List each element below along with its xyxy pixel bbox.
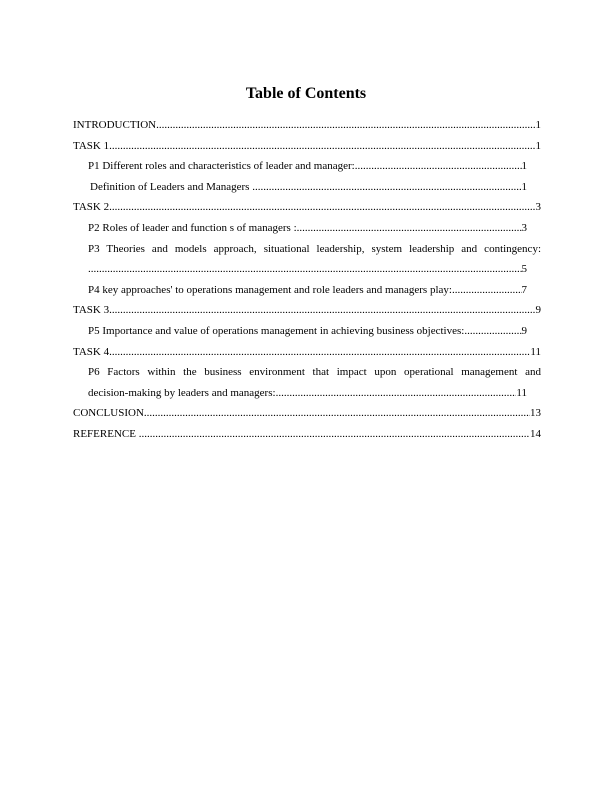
toc-dot-leader — [156, 115, 535, 136]
toc-entry-p3[interactable] — [73, 239, 541, 260]
toc-dot-leader — [297, 218, 522, 239]
toc-entry-p3-continuation[interactable] — [73, 259, 541, 280]
toc-page-number: 1 — [521, 180, 527, 193]
toc-entry-text: P3 Theories and models approach, situational leadership, system leadership and contingency: — [88, 242, 541, 255]
toc-entry-text: TASK 4 — [73, 345, 110, 358]
toc-entry-p2[interactable] — [73, 218, 541, 239]
toc-entry-text: TASK 2 — [73, 201, 110, 214]
toc-entry-reference[interactable] — [73, 424, 541, 445]
toc-entry-conclusion[interactable] — [73, 403, 541, 424]
toc-dot-leader — [139, 424, 530, 445]
toc-dot-leader — [464, 321, 521, 342]
toc-entry-task-4[interactable] — [73, 342, 541, 363]
toc-title: Table of Contents — [245, 85, 367, 102]
toc-page-number: 11 — [530, 345, 541, 358]
toc-entry-task-1[interactable] — [73, 136, 541, 157]
toc-entry-text: TASK 3 — [73, 304, 110, 317]
toc-entry-text: P1 Different roles and characteristics of leader and manager: — [88, 160, 355, 173]
toc-entry-p6-continuation[interactable] — [73, 383, 541, 404]
toc-entry-text: INTRODUCTION — [73, 119, 157, 131]
toc-entry-p5[interactable] — [73, 321, 541, 342]
toc-entry-task-3[interactable] — [73, 300, 541, 321]
toc-page-number: 5 — [521, 263, 527, 276]
toc-dot-leader — [109, 342, 530, 363]
toc-entry-definition[interactable] — [73, 177, 541, 198]
toc-page-number: 13 — [530, 407, 541, 420]
toc-entry-text: REFERENCE — [73, 427, 139, 440]
toc-entry-introduction[interactable] — [73, 115, 541, 136]
toc-entry-text: P2 Roles of leader and function s of managers : — [88, 221, 297, 234]
toc-dot-leader — [452, 280, 522, 301]
toc-page-number: 9 — [521, 324, 527, 337]
toc-entry-text: TASK 1 — [73, 139, 110, 152]
toc-page-number: 11 — [516, 386, 527, 399]
toc-entry-p4[interactable] — [73, 280, 541, 301]
toc-dot-leader — [109, 300, 535, 321]
toc-dot-leader — [276, 383, 517, 404]
toc-entry-text: P5 Importance and value of operations management in achieving business objectives: — [88, 324, 465, 337]
toc-entry-text: decision-making by leaders and managers: — [88, 386, 276, 399]
toc-page-number: 1 — [535, 139, 541, 152]
toc-dot-leader — [109, 136, 535, 157]
toc-entry-p1[interactable] — [73, 156, 541, 177]
toc-entry-text: Definition of Leaders and Managers — [90, 180, 253, 193]
toc-entry-task-2[interactable] — [73, 197, 541, 218]
toc-entry-p6[interactable] — [73, 362, 541, 383]
toc-dot-leader — [88, 259, 522, 280]
table-of-contents — [73, 115, 541, 445]
toc-page-number: 3 — [521, 221, 527, 234]
toc-page-number: 9 — [535, 304, 541, 317]
toc-dot-leader — [355, 156, 522, 177]
toc-page-number: 1 — [521, 160, 527, 173]
toc-page-number: 14 — [530, 427, 541, 440]
toc-entry-text: P4 key approaches' to operations management and role leaders and managers play: — [88, 283, 452, 296]
toc-page-number: 7 — [521, 283, 527, 296]
toc-entry-text: CONCLUSION — [73, 407, 144, 420]
toc-entry-text: P6 Factors within the business environment that impact upon operational management and — [88, 366, 541, 379]
toc-page-number: 1 — [535, 119, 541, 131]
toc-dot-leader — [252, 177, 521, 198]
toc-dot-leader — [109, 197, 535, 218]
toc-page-number: 3 — [535, 201, 541, 214]
toc-dot-leader — [144, 403, 530, 424]
